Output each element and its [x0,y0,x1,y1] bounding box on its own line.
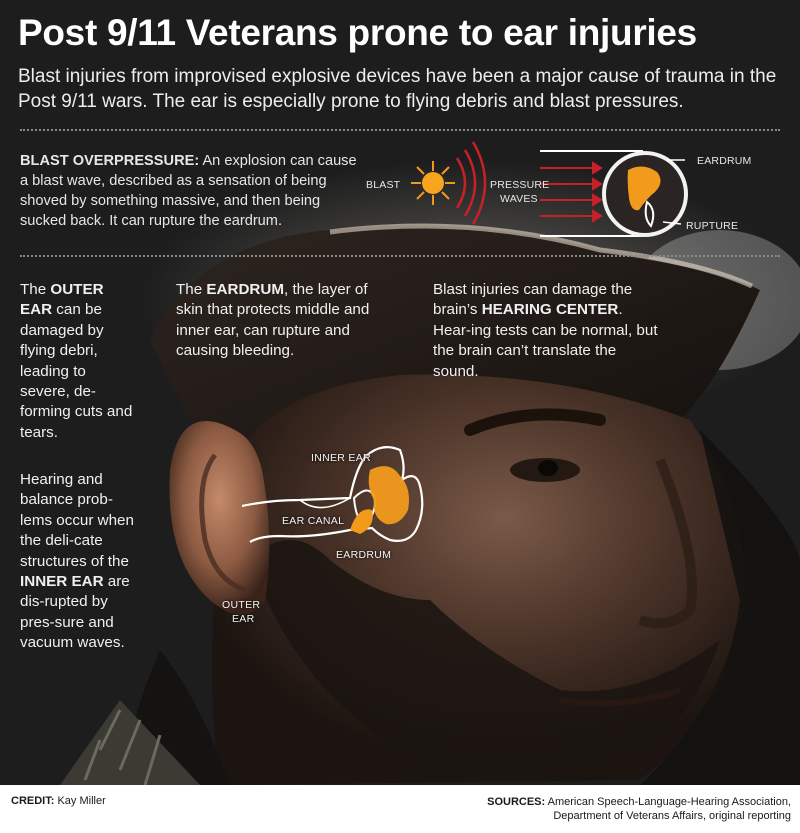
dotted-divider [20,255,780,257]
eardrum-label: EARDRUM [697,155,752,167]
eardrum-text: The EARDRUM, the layer of skin that protects middle and inner ear, can rupture and causing bleeding. [176,281,370,360]
pressure-arrows [540,163,601,221]
blast-wave-arcs [457,142,485,224]
ear-canal-label: EAR CANAL [282,515,345,527]
ear-label: EAR [232,613,255,625]
hearing-center-text: Blast injuries can damage the brain’s HEARING CENTER. Hear-ing tests can be normal, but the brain can’t translate the sound. [433,281,658,380]
blast-sun-icon [411,161,455,205]
eardrum-diagram-label: EARDRUM [336,549,392,561]
eardrum-shape [350,509,373,534]
inner-ear-label: INNER EAR [311,452,371,464]
blast-label: BLAST [366,179,401,191]
credit: CREDIT: Kay Miller [11,795,106,807]
intro-paragraph: Blast injuries from improvised explosive devices have been a major cause of trauma in the Post 9/11 wars. The ear is especially prone to flying debris and blast pressures. [18,66,777,112]
footer [0,785,800,833]
pressure-label: PRESSURE [490,179,550,191]
page-title: Post 9/11 Veterans prone to ear injuries [18,12,697,53]
dotted-divider [20,129,780,131]
outer-ear-text: The OUTER EAR can be damaged by flying debri, leading to severe, de-forming cuts and tears. [20,281,133,441]
rupture-label: RUPTURE [686,220,739,232]
inner-ear-text: Hearing and balance prob-lems occur when the deli-cate structures of the INNER EAR are dis-rupted by pres-sure and vacuum waves. [20,471,134,652]
blast-description: An explosion can cause a blast wave, described as a sensation of being shoved by something massive, and then being sucked back. It can rupture the eardrum. [20,153,357,229]
waves-label: WAVES [500,193,538,205]
sources: SOURCES: American Speech-Language-Hearing Association, Department of Veterans Affairs, original reporting [487,796,791,822]
eardrum-closeup-icon [540,151,686,236]
outer-label: OUTER [222,599,261,611]
blast-heading: BLAST OVERPRESSURE: [20,153,200,169]
blast-overpressure-text [20,151,365,231]
